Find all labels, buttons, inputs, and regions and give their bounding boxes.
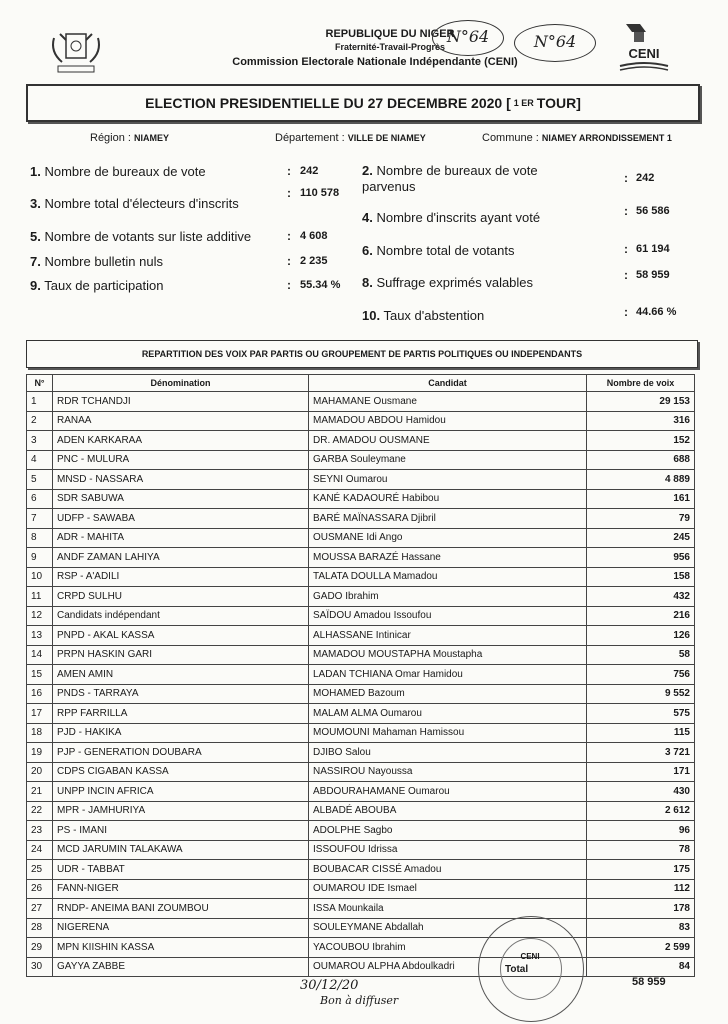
row-number: 7 <box>27 509 53 529</box>
row-number: 22 <box>27 801 53 821</box>
row-candidate: ABDOURAHAMANE Oumarou <box>309 782 587 802</box>
row-number: 21 <box>27 782 53 802</box>
row-votes: 2 599 <box>587 938 695 958</box>
row-denomination: RDR TCHANDJI <box>53 392 309 412</box>
row-number: 30 <box>27 957 53 977</box>
row-votes: 4 889 <box>587 470 695 490</box>
table-row <box>27 860 695 880</box>
row-candidate: YACOUBOU Ibrahim <box>309 938 587 958</box>
row-number: 14 <box>27 645 53 665</box>
row-votes: 432 <box>587 587 695 607</box>
row-denomination: PS - IMANI <box>53 821 309 841</box>
department-label: Département : <box>275 132 345 144</box>
row-votes: 2 612 <box>587 801 695 821</box>
stat-6-value: 61 194 <box>636 243 670 255</box>
row-votes: 78 <box>587 840 695 860</box>
election-title-tail: TOUR] <box>536 95 581 111</box>
row-denomination: ADEN KARKARAA <box>53 431 309 451</box>
stat-4-value: 56 586 <box>636 205 670 217</box>
row-denomination: RPP FARRILLA <box>53 704 309 724</box>
row-votes: 575 <box>587 704 695 724</box>
commission-name: Commission Electorale Nationale Indépendante (CENI) <box>232 56 518 68</box>
row-number: 29 <box>27 938 53 958</box>
row-number: 12 <box>27 606 53 626</box>
row-denomination: CRPD SULHU <box>53 587 309 607</box>
row-denomination: RANAA <box>53 411 309 431</box>
row-number: 17 <box>27 704 53 724</box>
region-field <box>90 132 169 144</box>
row-number: 25 <box>27 860 53 880</box>
row-candidate: GARBA Souleymane <box>309 450 587 470</box>
row-denomination: ANDF ZAMAN LAHIYA <box>53 548 309 568</box>
row-number: 26 <box>27 879 53 899</box>
row-denomination: PJP - GENERATION DOUBARA <box>53 743 309 763</box>
row-number: 4 <box>27 450 53 470</box>
row-number: 28 <box>27 918 53 938</box>
row-votes: 245 <box>587 528 695 548</box>
handwritten-date: 30/12/20 <box>300 978 359 993</box>
stat-1: 1. Nombre de bureaux de vote <box>30 164 206 179</box>
total-label: Total <box>505 964 529 975</box>
row-denomination: MCD JARUMIN TALAKAWA <box>53 840 309 860</box>
row-candidate: MALAM ALMA Oumarou <box>309 704 587 724</box>
election-title-round: 1 ER <box>513 98 534 108</box>
row-candidate: ADOLPHE Sagbo <box>309 821 587 841</box>
stat-9: 9. Taux de participation <box>30 278 164 293</box>
handwritten-note: Bon à diffuser <box>320 994 399 1007</box>
stat-1-value: 242 <box>300 165 319 177</box>
department-field <box>275 132 426 144</box>
ceni-logo-text: CENI <box>628 46 660 61</box>
region-value: NIAMEY <box>134 133 170 143</box>
row-number: 6 <box>27 489 53 509</box>
row-candidate: DR. AMADOU OUSMANE <box>309 431 587 451</box>
election-title-main: ELECTION PRESIDENTIELLE DU 27 DECEMBRE 2020 [ <box>145 95 511 111</box>
stat-3-value: 110 578 <box>300 187 340 199</box>
table-row <box>27 684 695 704</box>
row-denomination: PNDS - TARRAYA <box>53 684 309 704</box>
row-denomination: UDFP - SAWABA <box>53 509 309 529</box>
ceni-logo-icon <box>616 20 672 76</box>
table-row <box>27 957 695 977</box>
stat-10-value: 44.66 % <box>636 306 677 318</box>
row-number: 23 <box>27 821 53 841</box>
row-votes: 9 552 <box>587 684 695 704</box>
row-votes: 84 <box>587 957 695 977</box>
row-votes: 956 <box>587 548 695 568</box>
header-votes: Nombre de voix <box>587 375 695 392</box>
stat-2: 2. Nombre de bureaux de vote <box>362 163 538 178</box>
table-header-row <box>27 375 695 392</box>
header-denomination: Dénomination <box>53 375 309 392</box>
department-value: VILLE DE NIAMEY <box>347 133 426 143</box>
table-row <box>27 762 695 782</box>
stat-2-line2: parvenus <box>362 179 416 194</box>
table-row <box>27 489 695 509</box>
table-row <box>27 665 695 685</box>
table-row <box>27 626 695 646</box>
row-candidate: KANÉ KADAOURÉ Habibou <box>309 489 587 509</box>
row-denomination: FANN-NIGER <box>53 879 309 899</box>
row-candidate: ISSA Mounkaila <box>309 899 587 919</box>
row-votes: 152 <box>587 431 695 451</box>
row-candidate: OUMAROU ALPHA Abdoulkadri <box>309 957 587 977</box>
commune-label: Commune : <box>482 132 539 144</box>
row-denomination: SDR SABUWA <box>53 489 309 509</box>
row-votes: 83 <box>587 918 695 938</box>
row-votes: 171 <box>587 762 695 782</box>
table-row <box>27 821 695 841</box>
table-row <box>27 431 695 451</box>
row-number: 10 <box>27 567 53 587</box>
stat-10: 10. Taux d'abstention <box>362 308 485 323</box>
row-denomination: MNSD - NASSARA <box>53 470 309 490</box>
republic-title: REPUBLIQUE DU NIGER <box>325 28 455 40</box>
row-number: 5 <box>27 470 53 490</box>
table-row <box>27 704 695 724</box>
table-row <box>27 587 695 607</box>
commune-field <box>482 132 672 144</box>
row-number: 19 <box>27 743 53 763</box>
row-denomination: MPN KIISHIN KASSA <box>53 938 309 958</box>
election-title <box>26 84 700 122</box>
row-denomination: NIGERENA <box>53 918 309 938</box>
row-denomination: CDPS CIGABAN KASSA <box>53 762 309 782</box>
region-label: Région : <box>90 132 131 144</box>
row-denomination: UDR - TABBAT <box>53 860 309 880</box>
motto: Fraternité-Travail-Progrès <box>334 42 446 52</box>
row-denomination: Candidats indépendant <box>53 606 309 626</box>
header-number: N° <box>27 375 53 392</box>
table-row <box>27 899 695 919</box>
row-number: 24 <box>27 840 53 860</box>
row-number: 27 <box>27 899 53 919</box>
table-row <box>27 723 695 743</box>
handwritten-number-2: N°64 <box>514 24 596 62</box>
table-row <box>27 743 695 763</box>
row-votes: 175 <box>587 860 695 880</box>
row-votes: 161 <box>587 489 695 509</box>
table-row <box>27 645 695 665</box>
row-number: 11 <box>27 587 53 607</box>
row-denomination: RSP - A'ADILI <box>53 567 309 587</box>
table-row <box>27 782 695 802</box>
row-votes: 178 <box>587 899 695 919</box>
row-votes: 756 <box>587 665 695 685</box>
row-votes: 126 <box>587 626 695 646</box>
row-number: 3 <box>27 431 53 451</box>
row-votes: 79 <box>587 509 695 529</box>
row-candidate: MOUSSA BARAZÉ Hassane <box>309 548 587 568</box>
stat-8-value: 58 959 <box>636 269 670 281</box>
table-row <box>27 879 695 899</box>
table-row <box>27 938 695 958</box>
row-candidate: BOUBACAR CISSÉ Amadou <box>309 860 587 880</box>
row-candidate: ISSOUFOU Idrissa <box>309 840 587 860</box>
row-candidate: DJIBO Salou <box>309 743 587 763</box>
row-denomination: MPR - JAMHURIYA <box>53 801 309 821</box>
row-number: 20 <box>27 762 53 782</box>
row-denomination: PNC - MULURA <box>53 450 309 470</box>
row-candidate: MOUMOUNI Mahaman Hamissou <box>309 723 587 743</box>
row-candidate: TALATA DOULLA Mamadou <box>309 567 587 587</box>
row-votes: 112 <box>587 879 695 899</box>
row-candidate: ALHASSANE Intinicar <box>309 626 587 646</box>
stat-8: 8. Suffrage exprimés valables <box>362 275 534 290</box>
row-candidate: MAHAMANE Ousmane <box>309 392 587 412</box>
table-row <box>27 548 695 568</box>
row-candidate: OUMAROU IDE Ismael <box>309 879 587 899</box>
row-candidate: OUSMANE Idi Ango <box>309 528 587 548</box>
table-row <box>27 392 695 412</box>
header-candidate: Candidat <box>309 375 587 392</box>
row-candidate: SOULEYMANE Abdallah <box>309 918 587 938</box>
row-number: 1 <box>27 392 53 412</box>
table-row <box>27 450 695 470</box>
row-denomination: PJD - HAKIKA <box>53 723 309 743</box>
table-row <box>27 411 695 431</box>
row-candidate: BARÉ MAÏNASSARA Djibril <box>309 509 587 529</box>
votes-table <box>26 374 695 977</box>
stat-6: 6. Nombre total de votants <box>362 243 515 258</box>
row-candidate: SAÏDOU Amadou Issoufou <box>309 606 587 626</box>
table-row <box>27 470 695 490</box>
row-number: 18 <box>27 723 53 743</box>
total-value: 58 959 <box>632 976 666 988</box>
row-denomination: PRPN HASKIN GARI <box>53 645 309 665</box>
row-candidate: MAMADOU ABDOU Hamidou <box>309 411 587 431</box>
row-number: 16 <box>27 684 53 704</box>
row-candidate: GADO Ibrahim <box>309 587 587 607</box>
table-row <box>27 918 695 938</box>
row-candidate: SEYNI Oumarou <box>309 470 587 490</box>
stat-9-value: 55.34 % <box>300 279 341 291</box>
handwritten-number-1: N°64 <box>432 20 504 56</box>
row-candidate: LADAN TCHIANA Omar Hamidou <box>309 665 587 685</box>
table-row <box>27 567 695 587</box>
row-candidate: MAMADOU MOUSTAPHA Moustapha <box>309 645 587 665</box>
row-votes: 316 <box>587 411 695 431</box>
row-denomination: ADR - MAHITA <box>53 528 309 548</box>
stat-7: 7. Nombre bulletin nuls <box>30 254 163 269</box>
row-votes: 430 <box>587 782 695 802</box>
table-row <box>27 509 695 529</box>
stat-4: 4. Nombre d'inscrits ayant voté <box>362 210 541 225</box>
row-votes: 115 <box>587 723 695 743</box>
row-denomination: AMEN AMIN <box>53 665 309 685</box>
stat-5-value: 4 608 <box>300 230 328 242</box>
row-number: 15 <box>27 665 53 685</box>
table-row <box>27 606 695 626</box>
row-denomination: RNDP- ANEIMA BANI ZOUMBOU <box>53 899 309 919</box>
stat-5: 5. Nombre de votants sur liste additive <box>30 229 252 244</box>
row-votes: 158 <box>587 567 695 587</box>
row-number: 13 <box>27 626 53 646</box>
row-votes: 96 <box>587 821 695 841</box>
stat-3: 3. Nombre total d'électeurs d'inscrits <box>30 196 239 211</box>
row-denomination: UNPP INCIN AFRICA <box>53 782 309 802</box>
section-title: REPARTITION DES VOIX PAR PARTIS OU GROUPEMENT DE PARTIS POLITIQUES OU INDEPENDANTS <box>26 340 698 368</box>
row-number: 8 <box>27 528 53 548</box>
commune-value: NIAMEY ARRONDISSEMENT 1 <box>541 133 672 143</box>
row-votes: 58 <box>587 645 695 665</box>
row-denomination: PNPD - AKAL KASSA <box>53 626 309 646</box>
row-votes: 216 <box>587 606 695 626</box>
row-candidate: NASSIROU Nayoussa <box>309 762 587 782</box>
coat-of-arms-icon <box>48 26 104 78</box>
row-candidate: ALBADÉ ABOUBA <box>309 801 587 821</box>
table-row <box>27 840 695 860</box>
table-row <box>27 528 695 548</box>
stat-2-value: 242 <box>636 172 655 184</box>
row-votes: 29 153 <box>587 392 695 412</box>
row-number: 2 <box>27 411 53 431</box>
table-row <box>27 801 695 821</box>
row-denomination: GAYYA ZABBE <box>53 957 309 977</box>
row-votes: 3 721 <box>587 743 695 763</box>
stat-7-value: 2 235 <box>300 255 328 267</box>
row-votes: 688 <box>587 450 695 470</box>
stamp-text: CENI <box>520 952 540 961</box>
row-number: 9 <box>27 548 53 568</box>
row-candidate: MOHAMED Bazoum <box>309 684 587 704</box>
